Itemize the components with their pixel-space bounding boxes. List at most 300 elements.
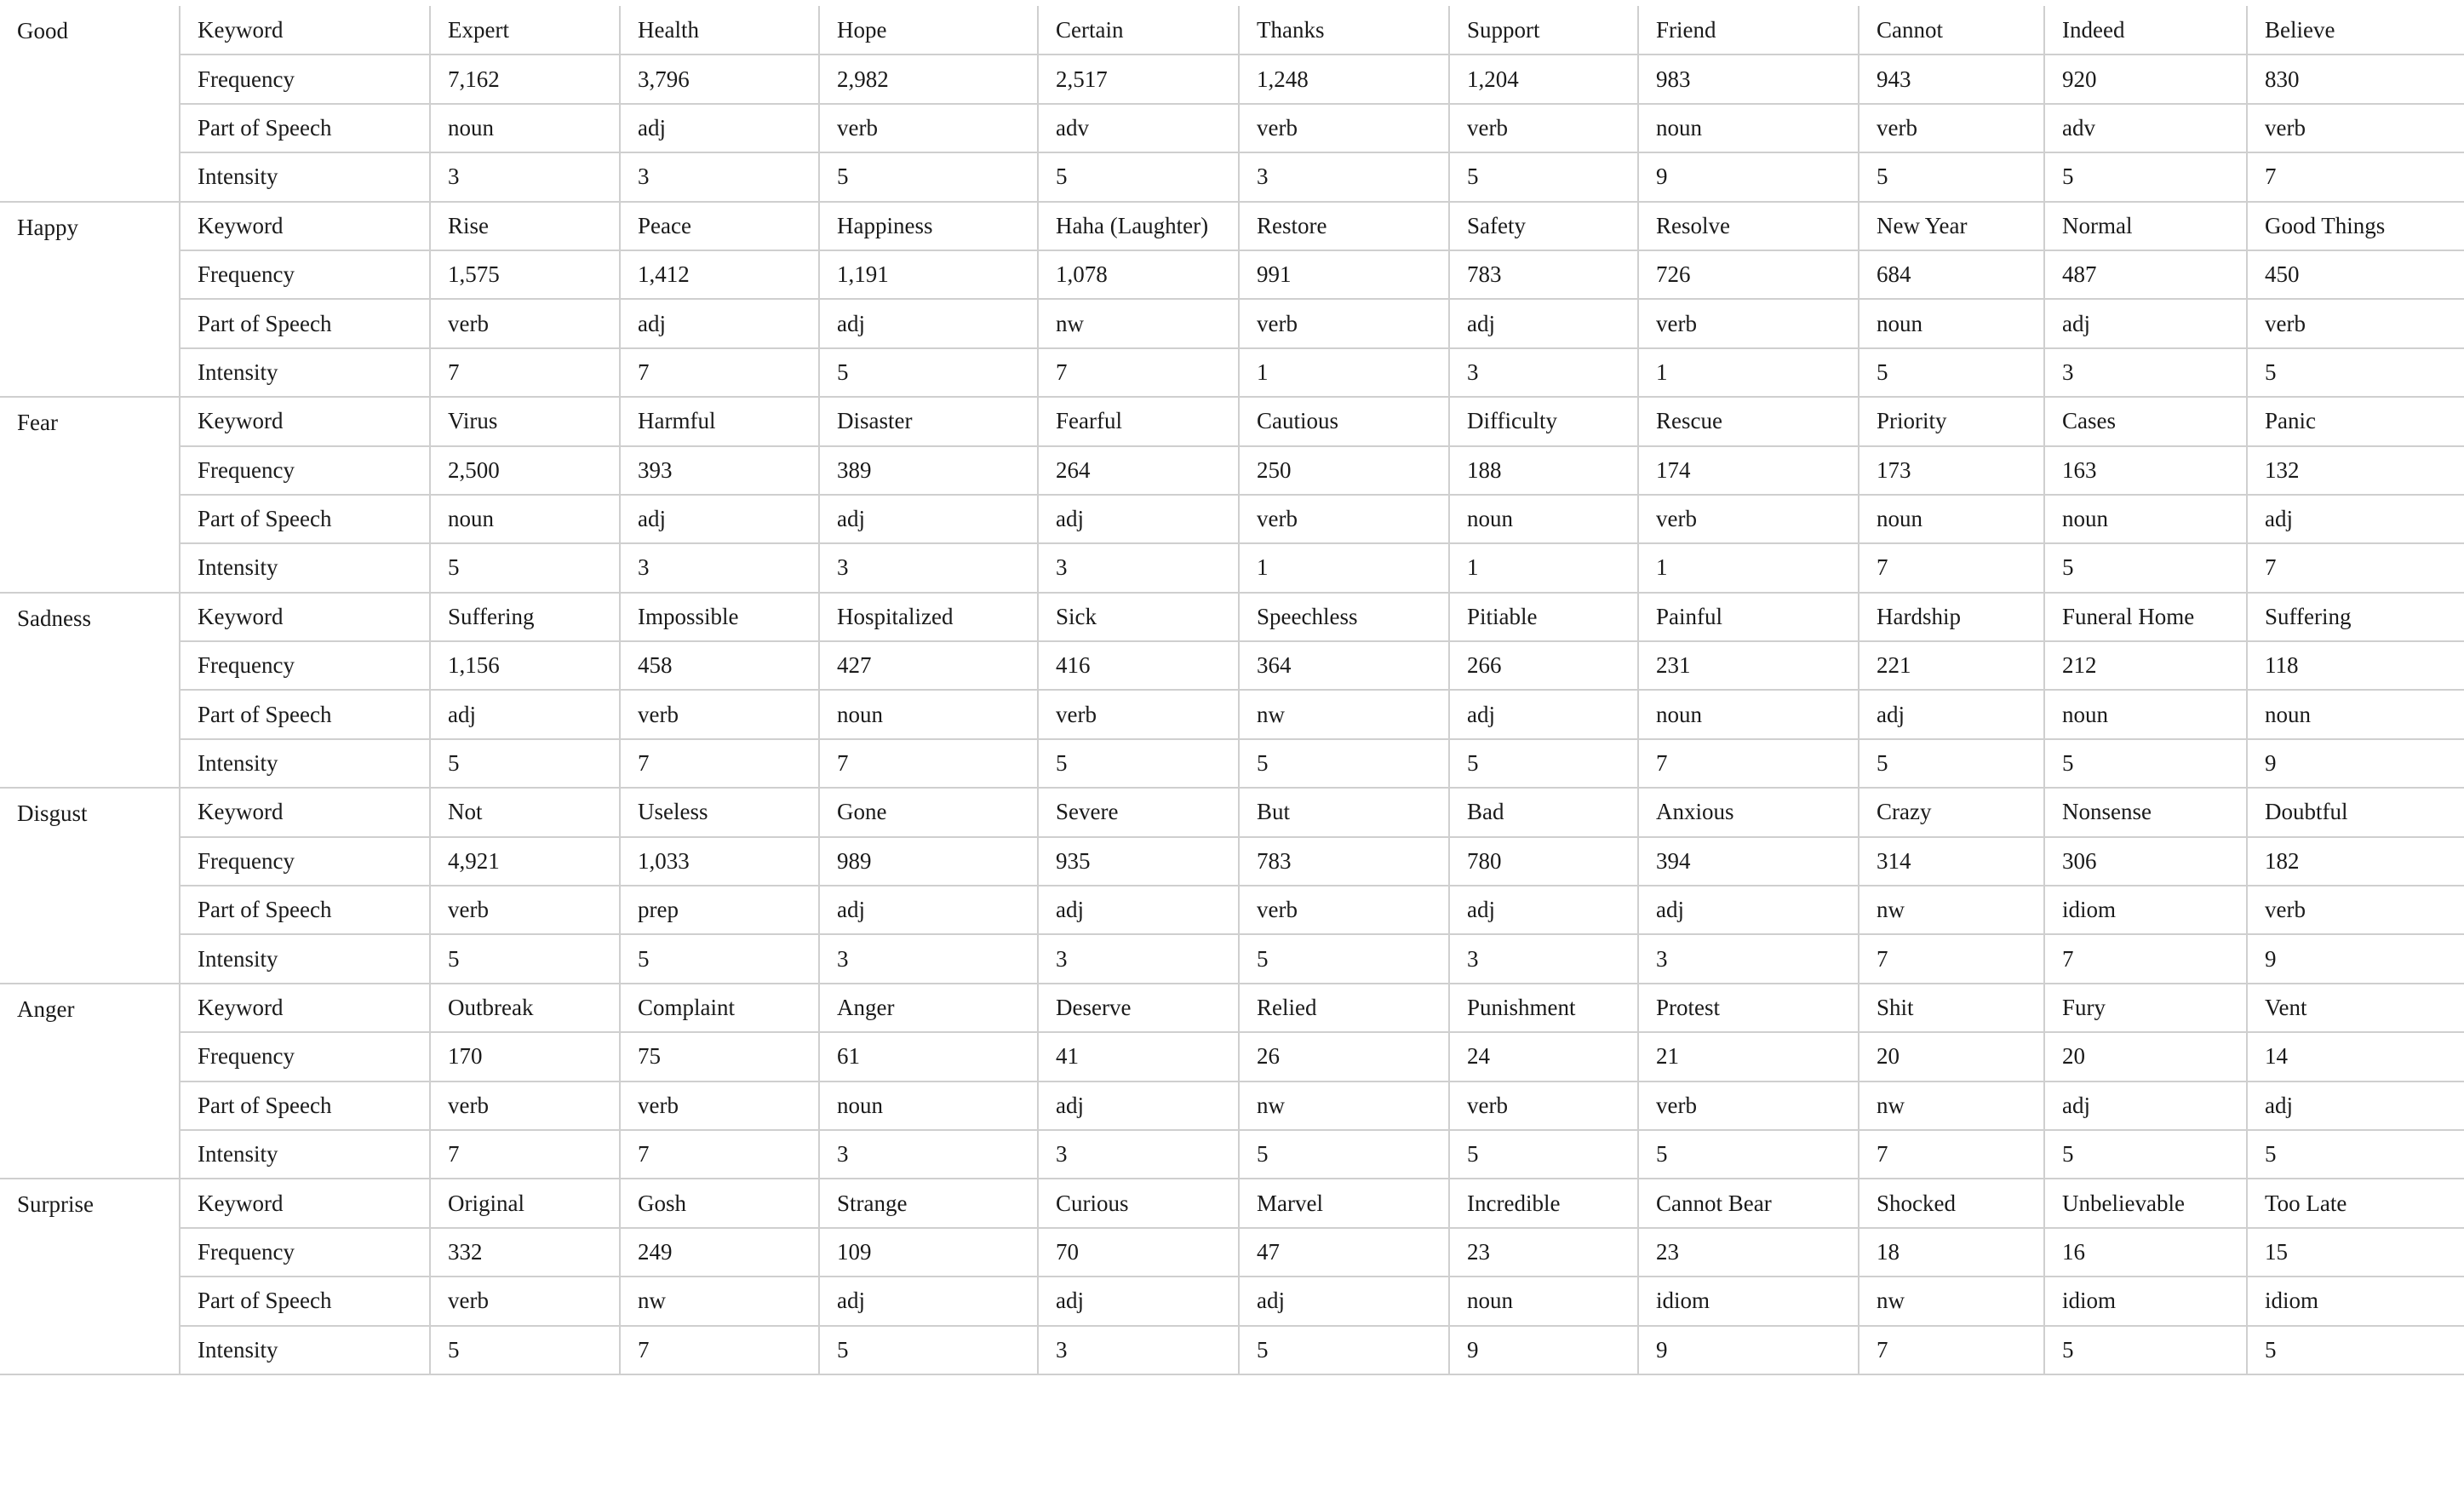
table-cell: 983 xyxy=(1638,55,1859,103)
table-cell: 5 xyxy=(1449,739,1638,788)
row-label-cell: Part of Speech xyxy=(180,1277,430,1325)
table-cell: Haha (Laughter) xyxy=(1038,202,1239,250)
emotion-category-cell: Anger xyxy=(0,984,180,1179)
table-cell: idiom xyxy=(2044,886,2247,934)
table-cell: 5 xyxy=(1449,1130,1638,1179)
table-cell: 7 xyxy=(430,1130,620,1179)
table-cell: Funeral Home xyxy=(2044,593,2247,641)
table-cell: 487 xyxy=(2044,250,2247,299)
table-cell: verb xyxy=(430,1277,620,1325)
table-cell: 5 xyxy=(430,934,620,983)
table-cell: 5 xyxy=(1239,1326,1449,1374)
table-cell: 264 xyxy=(1038,446,1239,495)
emotion-category-cell: Sadness xyxy=(0,593,180,789)
table-cell: Cautious xyxy=(1239,397,1449,445)
table-cell: Anxious xyxy=(1638,788,1859,836)
table-cell: 70 xyxy=(1038,1228,1239,1277)
table-cell: 266 xyxy=(1449,641,1638,690)
table-cell: adj xyxy=(620,495,819,543)
table-cell: 5 xyxy=(1859,739,2044,788)
table-cell: 7 xyxy=(1859,1130,2044,1179)
row-label-cell: Part of Speech xyxy=(180,495,430,543)
table-cell: 9 xyxy=(1638,1326,1859,1374)
table-cell: verb xyxy=(620,690,819,738)
table-row xyxy=(0,837,2464,886)
table-cell: verb xyxy=(2247,299,2464,347)
row-label-cell: Part of Speech xyxy=(180,104,430,152)
table-cell: 5 xyxy=(2247,1130,2464,1179)
table-cell: Hardship xyxy=(1859,593,2044,641)
table-cell: 7 xyxy=(1859,934,2044,983)
table-cell: noun xyxy=(2247,690,2464,738)
table-cell: 1,248 xyxy=(1239,55,1449,103)
table-row xyxy=(0,1326,2464,1374)
table-cell: 989 xyxy=(819,837,1038,886)
table-cell: idiom xyxy=(2247,1277,2464,1325)
table-cell: Believe xyxy=(2247,6,2464,55)
table-cell: 7 xyxy=(1038,348,1239,397)
table-cell: 1,412 xyxy=(620,250,819,299)
emotion-category-cell: Happy xyxy=(0,202,180,398)
table-row xyxy=(0,397,2464,445)
table-cell: Support xyxy=(1449,6,1638,55)
row-label-cell: Part of Speech xyxy=(180,1082,430,1130)
table-cell: 5 xyxy=(2247,1326,2464,1374)
table-cell: prep xyxy=(620,886,819,934)
table-cell: Relied xyxy=(1239,984,1449,1032)
table-cell: 9 xyxy=(2247,934,2464,983)
table-cell: 3 xyxy=(819,543,1038,592)
table-cell: Sick xyxy=(1038,593,1239,641)
table-cell: verb xyxy=(1638,299,1859,347)
table-cell: 5 xyxy=(2044,1130,2247,1179)
table-cell: Good Things xyxy=(2247,202,2464,250)
table-cell: adj xyxy=(1449,690,1638,738)
row-label-cell: Intensity xyxy=(180,739,430,788)
row-label-cell: Part of Speech xyxy=(180,299,430,347)
table-cell: 389 xyxy=(819,446,1038,495)
table-cell: adv xyxy=(1038,104,1239,152)
table-cell: 47 xyxy=(1239,1228,1449,1277)
table-cell: 3 xyxy=(1038,1130,1239,1179)
table-cell: adj xyxy=(620,299,819,347)
table-cell: verb xyxy=(1859,104,2044,152)
table-cell: adj xyxy=(1449,299,1638,347)
table-cell: 3 xyxy=(1239,152,1449,201)
table-cell: verb xyxy=(819,104,1038,152)
table-cell: 2,517 xyxy=(1038,55,1239,103)
table-row xyxy=(0,6,2464,55)
table-cell: 5 xyxy=(1038,739,1239,788)
table-cell: Fury xyxy=(2044,984,2247,1032)
row-label-cell: Part of Speech xyxy=(180,886,430,934)
table-cell: 7 xyxy=(1859,1326,2044,1374)
table-cell: adj xyxy=(2247,1082,2464,1130)
table-cell: 109 xyxy=(819,1228,1038,1277)
table-cell: 250 xyxy=(1239,446,1449,495)
table-cell: Peace xyxy=(620,202,819,250)
table-cell: 5 xyxy=(819,1326,1038,1374)
table-cell: Difficulty xyxy=(1449,397,1638,445)
table-cell: noun xyxy=(1638,104,1859,152)
table-cell: 24 xyxy=(1449,1032,1638,1081)
table-cell: Nonsense xyxy=(2044,788,2247,836)
row-label-cell: Frequency xyxy=(180,641,430,690)
table-cell: verb xyxy=(1239,886,1449,934)
table-cell: 7 xyxy=(620,739,819,788)
table-cell: 1,156 xyxy=(430,641,620,690)
table-cell: 7 xyxy=(620,1326,819,1374)
table-cell: 3 xyxy=(2044,348,2247,397)
table-cell: Speechless xyxy=(1239,593,1449,641)
table-cell: adj xyxy=(1038,1082,1239,1130)
table-cell: 427 xyxy=(819,641,1038,690)
table-cell: noun xyxy=(1859,495,2044,543)
table-cell: adj xyxy=(1038,495,1239,543)
table-cell: 7 xyxy=(2247,543,2464,592)
row-label-cell: Intensity xyxy=(180,934,430,983)
table-cell: 9 xyxy=(2247,739,2464,788)
table-row xyxy=(0,55,2464,103)
table-cell: 221 xyxy=(1859,641,2044,690)
table-cell: 3 xyxy=(1449,348,1638,397)
table-row xyxy=(0,1179,2464,1227)
table-cell: adj xyxy=(819,495,1038,543)
table-cell: 1,575 xyxy=(430,250,620,299)
table-cell: 3 xyxy=(1038,1326,1239,1374)
table-cell: Bad xyxy=(1449,788,1638,836)
table-cell: nw xyxy=(1239,1082,1449,1130)
table-cell: verb xyxy=(1239,495,1449,543)
table-cell: 170 xyxy=(430,1032,620,1081)
table-cell: 7 xyxy=(430,348,620,397)
table-cell: noun xyxy=(430,495,620,543)
table-cell: adj xyxy=(2247,495,2464,543)
table-row xyxy=(0,593,2464,641)
table-cell: Shocked xyxy=(1859,1179,2044,1227)
table-cell: Doubtful xyxy=(2247,788,2464,836)
table-cell: nw xyxy=(1859,1082,2044,1130)
table-cell: Outbreak xyxy=(430,984,620,1032)
table-cell: 783 xyxy=(1239,837,1449,886)
table-cell: 306 xyxy=(2044,837,2247,886)
table-row xyxy=(0,202,2464,250)
table-cell: adj xyxy=(1638,886,1859,934)
table-cell: Rise xyxy=(430,202,620,250)
table-cell: 1,191 xyxy=(819,250,1038,299)
table-cell: 5 xyxy=(1449,152,1638,201)
table-cell: Safety xyxy=(1449,202,1638,250)
table-cell: 1 xyxy=(1638,543,1859,592)
table-cell: 5 xyxy=(819,348,1038,397)
table-cell: Thanks xyxy=(1239,6,1449,55)
table-cell: verb xyxy=(620,1082,819,1130)
table-cell: Impossible xyxy=(620,593,819,641)
table-cell: Disaster xyxy=(819,397,1038,445)
table-cell: 188 xyxy=(1449,446,1638,495)
table-cell: Virus xyxy=(430,397,620,445)
table-cell: Friend xyxy=(1638,6,1859,55)
table-cell: nw xyxy=(620,1277,819,1325)
table-row xyxy=(0,690,2464,738)
table-cell: 332 xyxy=(430,1228,620,1277)
table-cell: adj xyxy=(1038,1277,1239,1325)
row-label-cell: Keyword xyxy=(180,202,430,250)
table-cell: 23 xyxy=(1638,1228,1859,1277)
table-row xyxy=(0,1032,2464,1081)
table-cell: 132 xyxy=(2247,446,2464,495)
table-cell: Restore xyxy=(1239,202,1449,250)
table-cell: 5 xyxy=(430,739,620,788)
table-cell: adj xyxy=(819,299,1038,347)
table-cell: 5 xyxy=(1239,934,1449,983)
table-cell: Rescue xyxy=(1638,397,1859,445)
row-label-cell: Intensity xyxy=(180,1326,430,1374)
row-label-cell: Keyword xyxy=(180,984,430,1032)
table-cell: Hope xyxy=(819,6,1038,55)
table-cell: Anger xyxy=(819,984,1038,1032)
table-cell: Shit xyxy=(1859,984,2044,1032)
table-row xyxy=(0,152,2464,201)
table-cell: Vent xyxy=(2247,984,2464,1032)
table-cell: Indeed xyxy=(2044,6,2247,55)
table-cell: But xyxy=(1239,788,1449,836)
table-row xyxy=(0,984,2464,1032)
row-label-cell: Keyword xyxy=(180,593,430,641)
table-cell: 5 xyxy=(1859,152,2044,201)
row-label-cell: Intensity xyxy=(180,152,430,201)
table-cell: noun xyxy=(2044,495,2247,543)
table-cell: verb xyxy=(2247,886,2464,934)
table-cell: verb xyxy=(1449,104,1638,152)
table-cell: 118 xyxy=(2247,641,2464,690)
table-cell: 7 xyxy=(620,1130,819,1179)
table-cell: 3 xyxy=(819,1130,1038,1179)
table-cell: 5 xyxy=(2247,348,2464,397)
table-row xyxy=(0,1082,2464,1130)
table-cell: 3 xyxy=(1449,934,1638,983)
emotion-category-cell: Disgust xyxy=(0,788,180,984)
table-cell: 450 xyxy=(2247,250,2464,299)
table-cell: Expert xyxy=(430,6,620,55)
table-cell: 5 xyxy=(430,1326,620,1374)
table-cell: 1 xyxy=(1239,348,1449,397)
row-label-cell: Keyword xyxy=(180,6,430,55)
table-cell: adv xyxy=(2044,104,2247,152)
table-cell: noun xyxy=(1859,299,2044,347)
table-cell: 684 xyxy=(1859,250,2044,299)
table-cell: 5 xyxy=(2044,739,2247,788)
row-label-cell: Intensity xyxy=(180,348,430,397)
row-label-cell: Frequency xyxy=(180,1228,430,1277)
table-cell: 5 xyxy=(2044,543,2247,592)
table-cell: Normal xyxy=(2044,202,2247,250)
table-cell: 830 xyxy=(2247,55,2464,103)
table-cell: Severe xyxy=(1038,788,1239,836)
table-cell: Too Late xyxy=(2247,1179,2464,1227)
table-cell: 3 xyxy=(819,934,1038,983)
table-row xyxy=(0,543,2464,592)
table-cell: 5 xyxy=(819,152,1038,201)
table-cell: noun xyxy=(819,1082,1038,1130)
table-cell: Useless xyxy=(620,788,819,836)
table-cell: 26 xyxy=(1239,1032,1449,1081)
table-cell: verb xyxy=(430,886,620,934)
row-label-cell: Intensity xyxy=(180,1130,430,1179)
table-cell: adj xyxy=(2044,299,2247,347)
table-cell: Crazy xyxy=(1859,788,2044,836)
table-cell: Gosh xyxy=(620,1179,819,1227)
table-cell: adj xyxy=(2044,1082,2247,1130)
table-row xyxy=(0,1130,2464,1179)
table-cell: 5 xyxy=(430,543,620,592)
table-row xyxy=(0,1228,2464,1277)
table-cell: 1,204 xyxy=(1449,55,1638,103)
row-label-cell: Frequency xyxy=(180,1032,430,1081)
table-cell: 5 xyxy=(1239,739,1449,788)
table-cell: nw xyxy=(1859,1277,2044,1325)
table-cell: Fearful xyxy=(1038,397,1239,445)
table-cell: 3 xyxy=(1038,934,1239,983)
table-cell: 5 xyxy=(1859,348,2044,397)
table-cell: 15 xyxy=(2247,1228,2464,1277)
table-cell: 173 xyxy=(1859,446,2044,495)
table-cell: New Year xyxy=(1859,202,2044,250)
table-cell: 20 xyxy=(1859,1032,2044,1081)
table-cell: 174 xyxy=(1638,446,1859,495)
table-cell: 3 xyxy=(1638,934,1859,983)
table-cell: Priority xyxy=(1859,397,2044,445)
table-cell: Not xyxy=(430,788,620,836)
table-cell: 5 xyxy=(620,934,819,983)
table-row xyxy=(0,348,2464,397)
row-label-cell: Frequency xyxy=(180,250,430,299)
emotion-category-cell: Good xyxy=(0,6,180,202)
emotion-category-cell: Fear xyxy=(0,397,180,593)
table-cell: 61 xyxy=(819,1032,1038,1081)
table-cell: Health xyxy=(620,6,819,55)
table-row xyxy=(0,250,2464,299)
table-cell: Hospitalized xyxy=(819,593,1038,641)
table-cell: 1,078 xyxy=(1038,250,1239,299)
table-cell: 41 xyxy=(1038,1032,1239,1081)
table-cell: 5 xyxy=(1638,1130,1859,1179)
table-cell: 9 xyxy=(1449,1326,1638,1374)
table-cell: 249 xyxy=(620,1228,819,1277)
table-cell: Suffering xyxy=(430,593,620,641)
table-cell: 458 xyxy=(620,641,819,690)
row-label-cell: Keyword xyxy=(180,788,430,836)
table-cell: 393 xyxy=(620,446,819,495)
table-cell: Complaint xyxy=(620,984,819,1032)
table-cell: verb xyxy=(1239,104,1449,152)
table-cell: Certain xyxy=(1038,6,1239,55)
table-cell: noun xyxy=(819,690,1038,738)
table-cell: adj xyxy=(819,1277,1038,1325)
table-cell: noun xyxy=(2044,690,2247,738)
table-cell: 3 xyxy=(620,543,819,592)
row-label-cell: Part of Speech xyxy=(180,690,430,738)
table-row xyxy=(0,886,2464,934)
table-cell: 364 xyxy=(1239,641,1449,690)
table-cell: 7 xyxy=(819,739,1038,788)
table-body xyxy=(0,6,2464,1374)
table-cell: 182 xyxy=(2247,837,2464,886)
row-label-cell: Keyword xyxy=(180,1179,430,1227)
table-cell: 2,982 xyxy=(819,55,1038,103)
table-cell: 1,033 xyxy=(620,837,819,886)
table-cell: 7 xyxy=(1638,739,1859,788)
table-cell: Deserve xyxy=(1038,984,1239,1032)
table-cell: 726 xyxy=(1638,250,1859,299)
table-cell: 5 xyxy=(2044,1326,2247,1374)
table-cell: 7 xyxy=(2247,152,2464,201)
table-cell: 2,500 xyxy=(430,446,620,495)
emotion-keyword-table xyxy=(0,6,2464,1375)
table-cell: Curious xyxy=(1038,1179,1239,1227)
table-cell: Harmful xyxy=(620,397,819,445)
table-cell: Cases xyxy=(2044,397,2247,445)
table-cell: 75 xyxy=(620,1032,819,1081)
table-cell: 5 xyxy=(1038,152,1239,201)
table-cell: adj xyxy=(1038,886,1239,934)
table-cell: Suffering xyxy=(2247,593,2464,641)
table-cell: nw xyxy=(1859,886,2044,934)
table-cell: Pitiable xyxy=(1449,593,1638,641)
table-cell: 783 xyxy=(1449,250,1638,299)
table-cell: 394 xyxy=(1638,837,1859,886)
table-cell: 7 xyxy=(1859,543,2044,592)
table-cell: Cannot Bear xyxy=(1638,1179,1859,1227)
row-label-cell: Keyword xyxy=(180,397,430,445)
table-cell: 4,921 xyxy=(430,837,620,886)
table-row xyxy=(0,788,2464,836)
table-cell: 943 xyxy=(1859,55,2044,103)
table-cell: 1 xyxy=(1638,348,1859,397)
table-cell: 21 xyxy=(1638,1032,1859,1081)
table-cell: Cannot xyxy=(1859,6,2044,55)
table-cell: 23 xyxy=(1449,1228,1638,1277)
table-cell: noun xyxy=(1638,690,1859,738)
table-cell: noun xyxy=(1449,495,1638,543)
table-cell: 20 xyxy=(2044,1032,2247,1081)
table-cell: 920 xyxy=(2044,55,2247,103)
table-row xyxy=(0,104,2464,152)
table-cell: 780 xyxy=(1449,837,1638,886)
row-label-cell: Frequency xyxy=(180,446,430,495)
table-cell: Resolve xyxy=(1638,202,1859,250)
table-cell: adj xyxy=(819,886,1038,934)
table-cell: 935 xyxy=(1038,837,1239,886)
table-cell: verb xyxy=(430,299,620,347)
table-row xyxy=(0,739,2464,788)
table-cell: verb xyxy=(1638,495,1859,543)
table-row xyxy=(0,641,2464,690)
table-row xyxy=(0,1277,2464,1325)
table-row xyxy=(0,446,2464,495)
table-cell: nw xyxy=(1239,690,1449,738)
row-label-cell: Frequency xyxy=(180,55,430,103)
table-cell: verb xyxy=(1638,1082,1859,1130)
table-cell: 7,162 xyxy=(430,55,620,103)
table-cell: Strange xyxy=(819,1179,1038,1227)
table-cell: 416 xyxy=(1038,641,1239,690)
table-cell: Unbelievable xyxy=(2044,1179,2247,1227)
table-cell: 7 xyxy=(620,348,819,397)
table-cell: 16 xyxy=(2044,1228,2247,1277)
table-cell: noun xyxy=(1449,1277,1638,1325)
row-label-cell: Frequency xyxy=(180,837,430,886)
